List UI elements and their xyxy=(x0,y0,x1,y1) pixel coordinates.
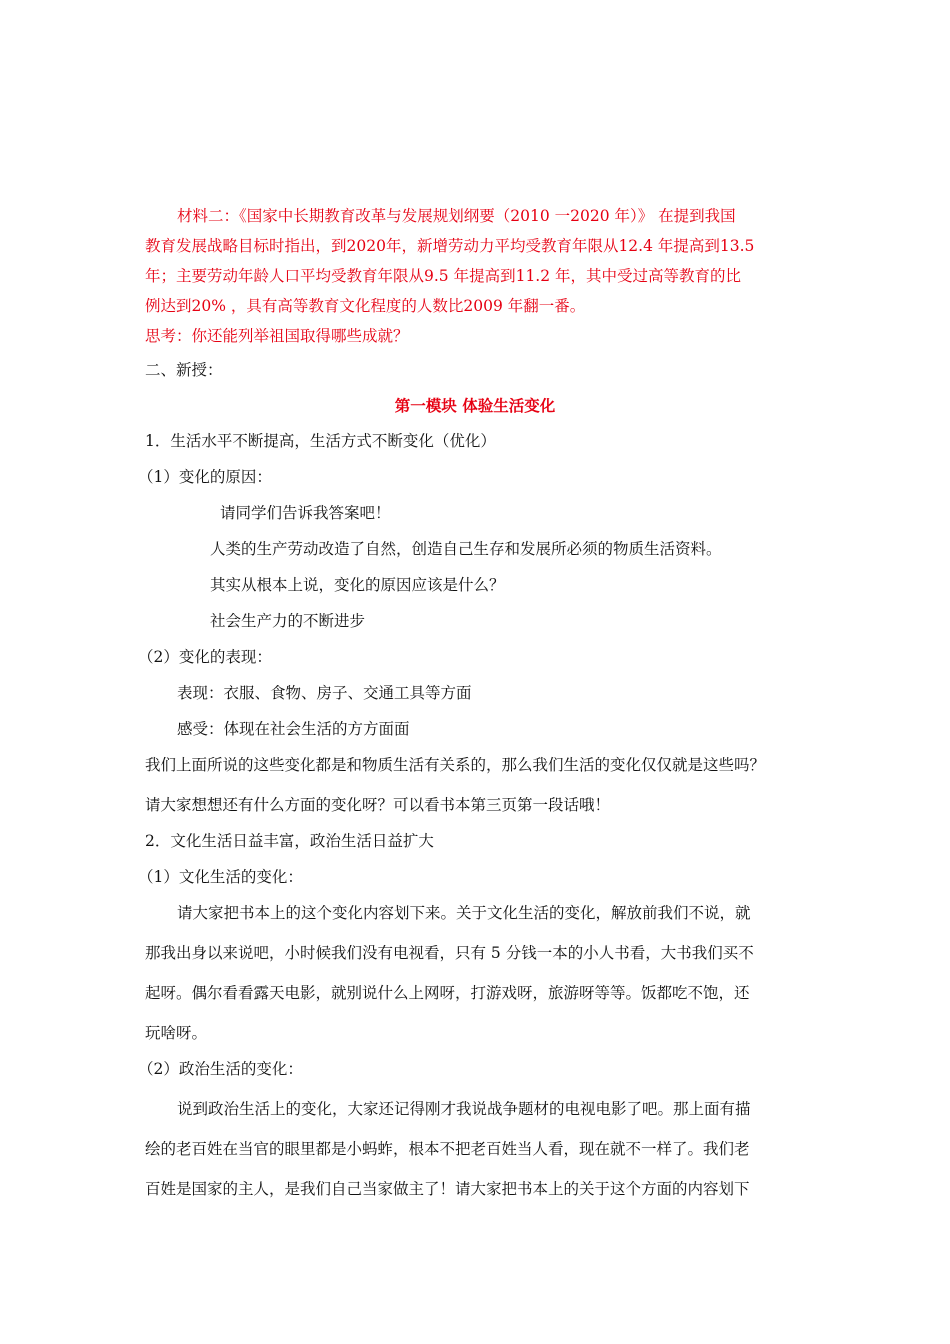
material-line-2: 教育发展战略目标时指出，到2020年，新增劳动力平均受教育年限从12.4 年提高到13.5 xyxy=(145,237,755,255)
material-line-4: 例达到20% ，具有高等教育文化程度的人数比2009 年翻一番。 xyxy=(145,297,586,315)
culture-line-3: 起呀。偶尔看看露天电影，就别说什么上网呀，打游戏呀，旅游呀等等。饭都吃不饱，还 xyxy=(145,984,750,1002)
point1-heading: 1．生活水平不断提高，生活方式不断变化（优化） xyxy=(145,432,496,450)
point1-sub2: （2）变化的表现： xyxy=(138,648,272,666)
reason-line-1: 请同学们告诉我答案吧！ xyxy=(220,504,391,522)
module-title: 第一模块 体验生活变化 xyxy=(394,396,556,415)
point2-heading: 2．文化生活日益丰富，政治生活日益扩大 xyxy=(145,832,434,850)
culture-line-4: 玩啥呀。 xyxy=(145,1024,208,1042)
material-line-3: 年；主要劳动年龄人口平均受教育年限从9.5 年提高到11.2 年，其中受过高等教育的比 xyxy=(145,267,742,285)
point1-sub1: （1）变化的原因： xyxy=(138,468,272,486)
point2-sub1: （1）文化生活的变化： xyxy=(138,868,303,886)
reason-line-2: 人类的生产劳动改造了自然，创造自己生存和发展所必须的物质生活资料。 xyxy=(210,540,722,558)
politics-line-1: 说到政治生活上的变化，大家还记得刚才我说战争题材的电视电影了吧。那上面有描 xyxy=(177,1100,751,1118)
politics-line-2: 绘的老百姓在当官的眼里都是小蚂蚱，根本不把老百姓当人看，现在就不一样了。我们老 xyxy=(145,1140,750,1158)
culture-line-2: 那我出身以来说吧，小时候我们没有电视看，只有 5 分钱一本的小人书看，大书我们买不 xyxy=(145,944,754,962)
culture-line-1: 请大家把书本上的这个变化内容划下来。关于文化生活的变化，解放前我们不说，就 xyxy=(177,904,751,922)
feel-line: 感受：体现在社会生活的方方面面 xyxy=(177,720,410,738)
reason-line-4: 社会生产力的不断进步 xyxy=(210,612,366,630)
transition-line-2: 请大家想想还有什么方面的变化呀？可以看书本第三页第一段话哦！ xyxy=(145,796,611,814)
show-line: 表现：衣服、食物、房子、交通工具等方面 xyxy=(177,684,472,702)
politics-line-3: 百姓是国家的主人，是我们自己当家做主了！请大家把书本上的关于这个方面的内容划下 xyxy=(145,1180,750,1198)
reason-line-3: 其实从根本上说，变化的原因应该是什么？ xyxy=(210,576,505,594)
think-question: 思考：你还能列举祖国取得哪些成就？ xyxy=(145,327,409,345)
transition-line-1: 我们上面所说的这些变化都是和物质生活有关系的，那么我们生活的变化仅仅就是这些吗？ xyxy=(145,756,766,774)
material-line-1: 材料二：《国家中长期教育改革与发展规划纲要（2010 一2020 年）》 在提到我国 xyxy=(177,207,736,225)
point2-sub2: （2）政治生活的变化： xyxy=(138,1060,303,1078)
section-title: 二、新授： xyxy=(145,361,223,379)
